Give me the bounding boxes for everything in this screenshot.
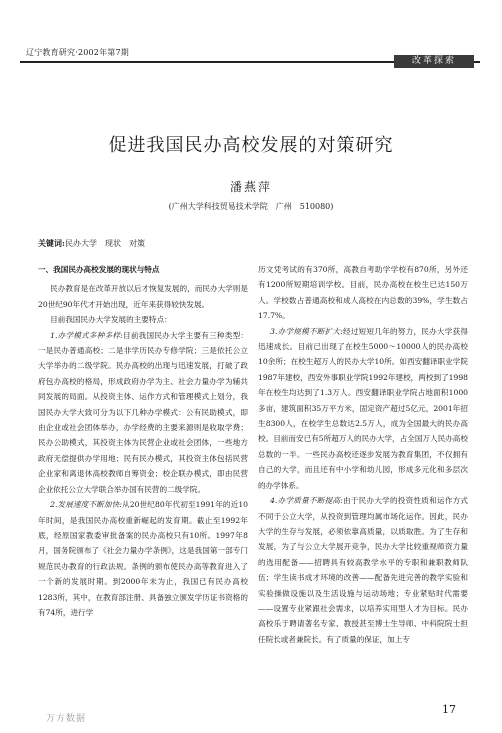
- right-column: [258, 262, 468, 647]
- author-affiliation: (广州大学科技贸易技术学院 广州 510080): [168, 202, 334, 211]
- point-lead: 3.办学规模不断扩大:: [270, 326, 343, 336]
- paragraph: 4.办学质量不断提高:由于民办大学的投资性质和运作方式不同于公立大学，从投资到管理均属市场化运作。因此，民办大学的生存与发展，必须依靠高质量，以质取胜。为了生存和发展，为了与公立大学展开竞争，民办大学比较重视师资力量的选用配备——招聘具有较高教学水平的专职和兼职教师队伍；学生读书成才环境的改善——配备先进完善的教学实验和实验操做设施以及生活设施与运动场地；专业紧贴时代需要——设置专业紧跟社会需求，以培养实用型人才为目标。民办高校乐于聘请著名专家、教授甚至博士生导师、中科院院士担任院长或者兼院长。有了质量的保证，加上专: [258, 496, 468, 644]
- paragraph: 民办教育是在改革开放以后才恢复发展的，而民办大学则是20世纪90年代才开始出现，近年来获得较快发展。: [38, 284, 248, 309]
- paragraph: 1.办学模式多种多样:目前我国民办大学主要有三种类型：一是民办普通高校；二是非学历民办专修学院；三是依托公立大学举办的二级学院。民办高校的出现与迅速发展，打破了政府包办高校的格局，形成政府办学为主、社会力量办学为辅共同发展的局面。从投资主体、运作方式和管理模式上划分，我国民办大学大致可分为以下几种办学模式：公有民助模式，即由企业或社会团体举办，办学经费的主要来源则是收取学费；民办公助模式，其投资主体为民营企业或社会团体，一些地方政府无偿提供办学用地；民有民办模式，其投资主体包括民营企业家和离退休高校教师自筹资金；校企联办模式，即由民营企业依托公立大学联合举办国有民营的二级学院。: [38, 330, 248, 494]
- point-lead: 4.办学质量不断提高:: [270, 496, 343, 506]
- paragraph: 3.办学规模不断扩大:经过短短几年的努力，民办大学获得迅速成长。目前已出现了在校生5000～10000人的民办高校10余所；在校生超万人的民办大学10所。如西安翻译职业学院1987年建校，西安外事职业学院1992年建校，两校到了1998年在校生均达到了1.3万人。西安翻译职业学院占地面积1000多亩，建筑面积35万平方米，固定资产超过5亿元，2001年招生8300人，在校学生总数达2.5万人，成为全国最大的民办高校。目前而安已有5所超万人的民办大学，占全国万人民办高校总数的一半。一些民办高校还逐步发展为教育集团，不仅拥有自己的大学，而且还有中小学和幼儿园，形成多元化和多层次的办学体系。: [258, 326, 468, 490]
- page-number: 17: [442, 703, 456, 716]
- point-lead: 2.发展速度不断加快:: [50, 500, 122, 510]
- journal-header: 辽宁教育研究·2002年第7期: [26, 48, 129, 57]
- point-lead: 1.办学模式多种多样:: [50, 330, 123, 340]
- keywords-label: 关键词:: [38, 238, 65, 248]
- paragraph: 目前我国民办大学发展的主要特点：: [50, 315, 172, 325]
- keywords-text: 民办大学 现状 对策: [64, 239, 145, 248]
- keywords: [38, 238, 145, 249]
- section-heading: 一、我国民办高校发展的现状与特点: [38, 265, 160, 274]
- left-column: [38, 262, 248, 620]
- paragraph: 历文凭考试的有370所，高教自考助学学校有870所，另外还有1200所短期培训学校。目前，民办高校在校生已达150万人。学校数占普通高校和成人高校在内总数的39%，学生数占17.7%。: [258, 265, 468, 321]
- paragraph: 2.发展速度不断加快:从20世纪80年代初至1991年的近10年时间，是我国民办高校重新崛起的发育期。截止至1992年底，经原国家教委审批备案的民办高校只有10所。1997年8月，国务院颁布了《社会力量办学条例》，这是我国第一部专门规范民办教育的行政法规。条例的颁布使民办高等教育进入了一个新的发展时期。到2000年末为止，我国已有民办高校1283所，其中，在教育部注册、具备独立颁发学历证书资格的有74所，进行学: [38, 500, 248, 617]
- author-name: 潘燕萍: [229, 180, 272, 194]
- article-title: 促进我国民办高校发展的对策研究: [108, 135, 394, 156]
- section-tag: 改革探索: [394, 55, 474, 68]
- watermark: 万方数据: [46, 714, 87, 724]
